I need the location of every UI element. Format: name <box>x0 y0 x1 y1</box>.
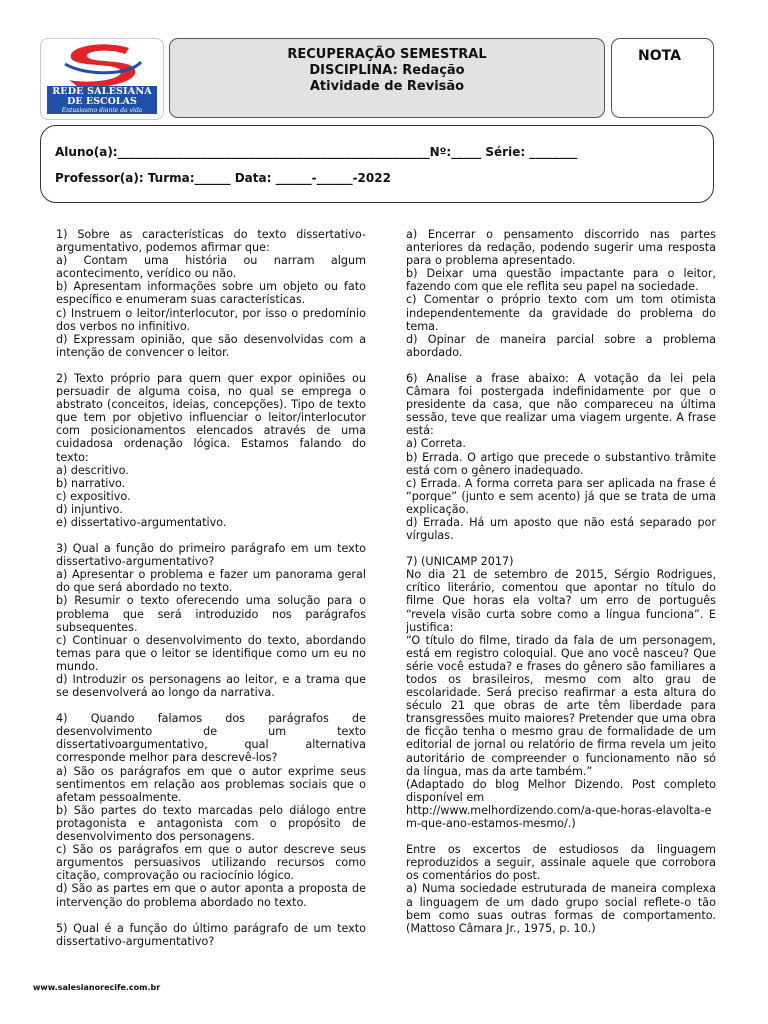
option-b[interactable]: b) Errada. O artigo que precede o substantivo trâmite está com o gênero inadequado. <box>406 450 716 477</box>
option-b[interactable]: b) Apresentam informações sobre um objeto ou fato específico e enumeram suas características. <box>56 280 366 307</box>
question-3 <box>56 542 366 699</box>
school-logo <box>40 38 164 120</box>
question-text: 6) Analise a frase abaixo: A votação da lei pela Câmara foi postergada indefinidamente por que o presidente da casa, que não compareceu na última sessão, teve que realizar uma viagem urgente. A frase está: <box>406 371 716 438</box>
logo-line2: DE ESCOLAS <box>67 96 137 107</box>
option-a[interactable]: a) descritivo. <box>56 463 129 477</box>
option-d[interactable]: d) Errada. Há um aposto que não está separado por vírgulas. <box>406 515 716 543</box>
source-citation: (Adaptado do blog Melhor Dizendo. Post completo disponível em <box>406 777 716 804</box>
question-instruction: Entre os excertos de estudiosos da linguagem reproduzidos a seguir, assinale aquele que corrobora os comentários do post. <box>406 843 716 883</box>
title-line1: RECUPERAÇÃO SEMESTRAL <box>287 47 487 62</box>
question-5 <box>56 922 366 948</box>
option-e[interactable]: e) dissertativo-argumentativo. <box>56 515 227 529</box>
option-d[interactable]: d) São as partes em que o autor aponta a proposta de intervenção do problema abordado no texto. <box>56 882 366 909</box>
option-c[interactable]: c) Continuar o desenvolvimento do texto, abordando temas para que o leitor se identifique como um eu no mundo. <box>56 633 366 673</box>
question-4 <box>56 712 366 908</box>
option-a[interactable]: a) Encerrar o pensamento discorrido nas partes anteriores da redação, podendo sugerir uma resposta para o problema apresentado. <box>406 228 716 268</box>
option-d[interactable]: d) Expressam opinião, que são desenvolvidas com a intenção de convencer o leitor. <box>56 332 366 359</box>
question-7 <box>406 555 716 830</box>
option-b[interactable]: b) Deixar uma questão impactante para o leitor, fazendo com que ele reflita seu papel na sociedade. <box>406 267 716 294</box>
option-c[interactable]: c) São os parágrafos em que o autor descreve seus argumentos persuasivos utilizando recursos como citação, comprovação ou raciocínio lógico. <box>56 843 366 883</box>
title-line2: DISCIPLINA: Redação <box>309 63 465 78</box>
option-d[interactable]: d) injuntivo. <box>56 502 123 516</box>
title-line3: Atividade de Revisão <box>309 79 465 94</box>
footer-url[interactable]: www.salesianorecife.com.br <box>33 983 161 992</box>
logo-banner <box>47 86 157 114</box>
question-text: 2) Texto próprio para quem quer expor opiniões ou persuadir de alguma coisa, no qual se emprega o abstrato (conceitos, ideias, concepções). Tipo de texto que tem por objetivo influenciar o leitor/interlocutor com posicionamentos elencados através de uma cuidadosa ordenação lógica. Estamos falando do texto: <box>56 371 366 464</box>
option-b[interactable]: b) narrativo. <box>56 476 126 490</box>
option-c[interactable]: c) Errada. A forma correta para ser aplicada na frase é “porque” (junto e sem acento) já que se trata de uma explicação. <box>406 476 716 516</box>
student-info-row1[interactable]: Aluno(a):____________________________________________________Nº:_____ Série: ________ <box>55 145 578 159</box>
question-text: 3) Qual a função do primeiro parágrafo em um texto dissertativo-argumentativo? <box>56 542 366 569</box>
option-c[interactable]: c) Instruem o leitor/interlocutor, por isso o predomínio dos verbos no infinitivo. <box>56 306 366 333</box>
option-a[interactable]: a) Numa sociedade estruturada de maneira complexa a linguagem de um dado grupo social reflete-o tão bem como suas outras formas de comportamento. (Mattoso Câmara Jr., 1975, p. 10.) <box>406 882 716 935</box>
question-text: 4) Quando falamos dos parágrafos de desenvolvimento de um texto dissertativoargumentativo, qual alternativa corresponde melhor para descrevê-los? <box>56 712 366 765</box>
question-2 <box>56 372 366 529</box>
option-c[interactable]: c) Comentar o próprio texto com um tom otimista independentemente da gravidade do problema do tema. <box>406 293 716 333</box>
grade-box[interactable] <box>611 38 714 118</box>
option-b[interactable]: b) São partes do texto marcadas pelo diálogo entre protagonista e antagonista com o propósito de desenvolvimento dos personagens. <box>56 803 366 844</box>
option-d[interactable]: d) Opinar de maneira parcial sobre a problema abordado. <box>406 332 716 359</box>
option-d[interactable]: d) Introduzir os personagens ao leitor, e a trama que se desenvolverá ao longo da narrativa. <box>56 673 366 700</box>
grade-label: NOTA <box>638 48 681 64</box>
option-a[interactable]: a) São os parágrafos em que o autor exprime seus sentimentos em relação aos problemas sociais que o afetam pessoalmente. <box>56 764 366 804</box>
question-1 <box>56 228 366 359</box>
option-a[interactable]: a) Apresentar o problema e fazer um panorama geral do que será abordado no texto. <box>56 568 366 595</box>
question-intro: No dia 21 de setembro de 2015, Sérgio Rodrigues, crítico literário, comentou que apontar no título do filme Que horas ela volta? um erro de português “revela visão curta sobre como a língua funciona”. E justifica: <box>406 568 716 634</box>
right-column <box>406 228 716 948</box>
logo-tagline: Entusiasmo diante da vida <box>61 107 143 114</box>
question-5-options <box>406 228 716 359</box>
logo-line1: REDE SALESIANA <box>52 86 152 97</box>
option-a[interactable]: a) Contam uma história ou narram algum acontecimento, verídico ou não. <box>56 254 366 281</box>
left-column <box>56 228 366 961</box>
option-c[interactable]: c) expositivo. <box>56 489 131 503</box>
question-text: 1) Sobre as características do texto dissertativo-argumentativo, podemos afirmar que: <box>56 228 366 255</box>
source-url: http://www.melhordizendo.com/a-que-horas-elavolta-em-que-ano-estamos-mesmo/.) <box>406 803 712 831</box>
student-info-box <box>40 125 714 203</box>
question-text: 5) Qual é a função do último parágrafo de um texto dissertativo-argumentativo? <box>56 921 366 948</box>
question-7-instruction <box>406 843 716 935</box>
option-a[interactable]: a) Correta. <box>406 437 466 451</box>
student-info-row2[interactable]: Professor(a): Turma:______ Data: ______-______-2022 <box>55 171 391 185</box>
salesian-s-logo-icon <box>59 42 145 88</box>
title-box <box>169 38 605 118</box>
quoted-text: “O título do filme, tirado da fala de um personagem, está em registro coloquial. Que ano você nasceu? Que série você estuda? e frases do gênero são familiares a todos os brasileiros, mesmo com alto grau de escolaridade. Será preciso reafirmar a esta altura do século 21 que obras de arte têm liberdade para transgressões muito maiores? Pretender que uma obra de ficção tenha o mesmo grau de formalidade de um editorial de jornal ou relatório de firma revela um jeito autoritário de compreender o funcionamento não só da língua, mas da arte também.” <box>406 633 716 778</box>
question-header: 7) (UNICAMP 2017) <box>406 555 514 569</box>
option-b[interactable]: b) Resumir o texto oferecendo uma solução para o problema que será introduzido nos parágrafos subsequentes. <box>56 594 366 634</box>
question-6 <box>406 372 716 542</box>
